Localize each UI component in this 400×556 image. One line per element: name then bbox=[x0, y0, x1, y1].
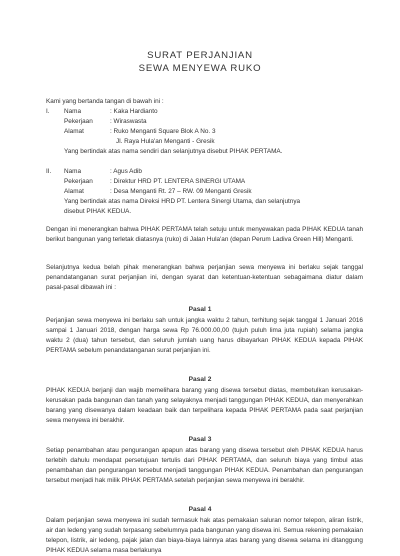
party1-number: I. bbox=[46, 108, 50, 115]
party1-name-value: : Kaka Hardianto bbox=[110, 108, 158, 115]
party2-note-line2: disebut PIHAK KEDUA. bbox=[64, 208, 132, 215]
pasal-4-text: Dalam perjanjian sewa menyewa ini sudah termasuk hak atas pemakaian saluran nomor telepon, aliran listrik, air dan ledeng yang sudah terpasang sebelumnya pada bangunan yang disewa ini. Semua rekening pemakaian telepon, listrik, air ledeng, pajak jalan dan biaya-biaya lainnya atas barang yang disewa selama ini ditanggung PIHAK KEDUA selama masa berlakunya bbox=[46, 517, 363, 555]
agreement-paragraph-2: Selanjutnya kedua belah pihak menerangkan bahwa perjanjian sewa menyewa ini berlaku sejak tanggal penandatanganan surat perjanjian ini, dengan syarat dan ketentuan-ketentuan sebagaimana diatur dalam pasal-pasal dibawah ini : bbox=[46, 264, 363, 292]
pasal-2-heading: Pasal 2 bbox=[188, 376, 212, 383]
party2-number: II. bbox=[46, 168, 52, 175]
party1-job-value: : Wiraswasta bbox=[110, 118, 147, 125]
party1-address-label: Alamat bbox=[64, 128, 84, 135]
party1-address-value: : Ruko Menganti Square Blok A No. 3 bbox=[110, 128, 216, 135]
pasal-3-text: Setiap penambahan atau pengurangan apapun atas barang yang disewa tersebut oleh PIHAK KEDUA harus terlebih dahulu mendapat persetujuan tertulis dari PIHAK PERTAMA, dan seluruh biaya yang timbul atas penambahan dan pengurangan tersebut menjadi tanggungan PIHAK KEDUA. Penambahan dan pengurangan tersebut menjadi hak milik PIHAK PERTAMA setelah perjanjian sewa menyewa ini berakhir. bbox=[46, 447, 363, 485]
party1-job-label: Pekerjaan bbox=[64, 118, 93, 125]
pasal-2-text: PIHAK KEDUA berjanji dan wajib memelihara barang yang disewa tersebut diatas, membetulkan kerusakan-kerusakan pada bangunan dan tanah yang selayaknya menjadi tanggungan PIHAK KEDUA, dan menyerahkan barang yang disewanya dalam keadaan baik dan terpelihara kepada PIHAK PERTAMA pada saat perjanjian sewa menyewa ini berakhir. bbox=[46, 387, 363, 425]
party2-note-line1: Yang bertindak atas nama Direksi HRD PT. Lentera Sinergi Utama, dan selanjutnya bbox=[64, 198, 301, 205]
party2-address-label: Alamat bbox=[64, 188, 84, 195]
agreement-paragraph-1: Dengan ini menerangkan bahwa PIHAK PERTAMA telah setuju untuk menyewakan pada PIHAK KEDUA tanah berikut bangunan yang terletak diatasnya (ruko) di Jalan Hula'an (depan Perum Ladiva Green Hill) Menganti. bbox=[46, 226, 363, 244]
pasal-1-heading: Pasal 1 bbox=[188, 306, 212, 313]
pasal-3-heading: Pasal 3 bbox=[188, 436, 212, 443]
party2-job-value: : Direktur HRD PT. LENTERA SINERGI UTAMA bbox=[110, 178, 246, 185]
party2-job-label: Pekerjaan bbox=[64, 178, 93, 185]
pasal-4-heading: Pasal 4 bbox=[188, 506, 212, 513]
intro-text: Kami yang bertanda tangan di bawah ini : bbox=[46, 98, 164, 105]
party1-name-label: Nama bbox=[64, 108, 82, 115]
party1-address-line2: Jl. Raya Hula'an Menganti - Gresik bbox=[116, 138, 215, 145]
pasal-1-text: Perjanjian sewa menyewa ini berlaku sah untuk jangka waktu 2 tahun, terhitung sejak tanggal 1 Januari 2016 sampai 1 Januari 2018, dengan harga sewa Rp 76.000.00,00 (tujuh puluh lima juta rupiah) selama jangka waktu 2 (dua) tahun tersebut, dan seluruh jumlah uang harus dibayarkan PIHAK KEDUA kepada PIHAK PERTAMA sebelum penandatanganan surat perjanjian ini. bbox=[46, 317, 363, 355]
document-title: SURAT PERJANJIAN bbox=[147, 50, 253, 61]
party2-name-label: Nama bbox=[64, 168, 82, 175]
party2-address-value: : Desa Menganti Rt. 27 – RW. 09 Menganti Gresik bbox=[110, 188, 252, 195]
document-subtitle: SEWA MENYEWA RUKO bbox=[138, 63, 262, 74]
party1-note: Yang bertindak atas nama sendiri dan selanjutnya disebut PIHAK PERTAMA. bbox=[64, 148, 283, 155]
party2-name-value: : Agus Adib bbox=[110, 168, 142, 175]
